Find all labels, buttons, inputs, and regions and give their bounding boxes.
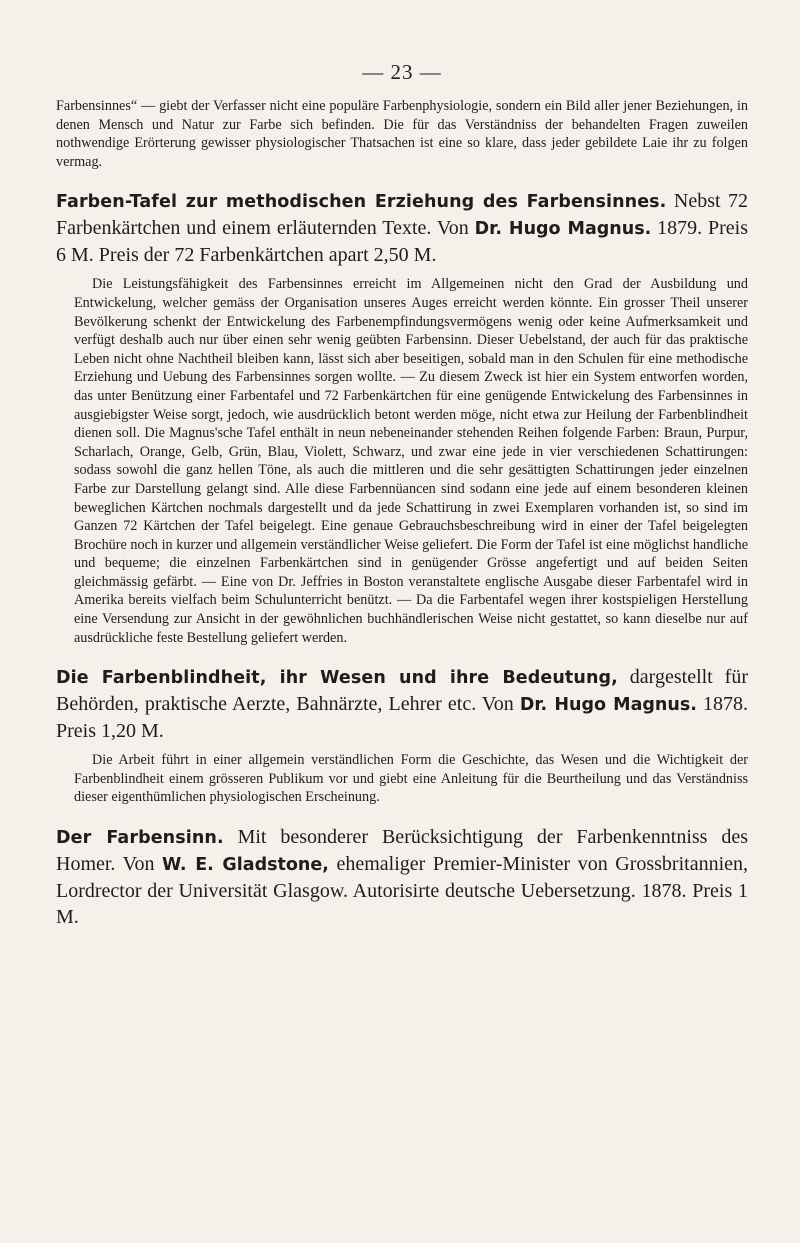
entry-author: Dr. Hugo Magnus.: [519, 695, 697, 716]
entry-heading: [56, 664, 748, 744]
entry-author: Dr. Hugo Magnus.: [474, 219, 652, 240]
entry-description: Die Arbeit führt in einer allgemein verständlichen Form die Geschichte, das Wesen und die Wichtigkeit der Farbenblindheit einem grösseren Publikum vor und giebt eine Anleitung für die Beurtheilung und das Verständniss dieser eigenthümlichen physiologischen Erscheinung.: [74, 752, 748, 806]
entry-farbenblindheit: [56, 664, 748, 807]
entry-heading: [56, 188, 748, 268]
entry-description: Die Leistungsfähigkeit des Farbensinnes erreicht im Allgemeinen nicht den Grad der Ausbildung und Entwickelung, welcher gemäss der Organisation unseres Auges erreicht werden könnte. Ein grosser Theil unserer Bevölkerung schenkt der Entwickelung des Farbenempfindungsvermögens wenig oder keine Aufmerksamkeit und verfügt deshalb auch nur über einen sehr wenig geübten Farbensinn. Dieser Uebelstand, der auch für das praktische Leben nicht ohne Nachtheil bleiben kann, lässt sich aber beseitigen, sobald man in den Schulen für eine methodische Erziehung und Uebung des Farbensinnes sorgen wollte. — Zu diesem Zweck ist hier ein System entworfen worden, das unter Benützung einer Farbentafel und 72 Farbenkärtchen für eine genügende Entwickelung des Farbensinnes in ausgiebigster Weise sorgt, jedoch, wie ausdrücklich betont werden möge, nicht etwa zur Heilung der Farbenblindheit dienen soll. Die Magnus'sche Tafel enthält in neun nebeneinander stehenden Reihen folgende Farben: Braun, Purpur, Scharlach, Orange, Gelb, Grün, Blau, Violett, Schwarz, und zwar eine jede in vier verschiedenen Schattirungen: sodass sowohl die ganz hellen Töne, als auch die mittleren und die sehr gesättigten Schattirungen jeder einzelnen Farbe zur Darstellung gelangt sind. Alle diese Farbennüancen sind sodann eine jede auf einem besonderen kleinen beweglichen Kärtchen nochmals dargestellt und da jede Schattirung in zwei Exemplaren vorhanden ist, so sind im Ganzen 72 Kärtchen der Tafel beigelegt. Eine genaue Gebrauchsbeschreibung wird in einer der Tafel beigelegten Brochüre noch in kurzer und allgemein verständlicher Weise geliefert. Die Form der Tafel ist eine möglichst handliche und bequeme; die einzelnen Farbenkärtchen sind in genügender Grösse angefertigt und auf beiden Seiten gleichmässig gefärbt. — Eine von Dr. Jeffries in Boston veranstaltete englische Ausgabe dieser Farbentafel wird in Amerika bereits vielfach beim Schulunterricht benützt. — Da die Farbentafel wegen ihrer kostspieligen Herstellung eine Versendung zur Ansicht in der gewöhnlichen buchhändlerischen Weise nicht gestattet, so kann dieselbe nur auf ausdrückliche feste Bestellung geliefert werden.: [74, 276, 748, 646]
entry-heading: [56, 824, 748, 930]
entry-farbensinn: [56, 824, 748, 930]
entry-details: 1879. Preis 6 M. Preis der 72 Farbenkärtchen apart 2,50 M.: [56, 217, 748, 267]
entry-subtitle: Mit besonderer Berücksichtigung der Farbenkenntniss des Homer. Von: [56, 826, 748, 876]
entry-farben-tafel: [56, 188, 748, 647]
page-number: — 23 —: [362, 60, 442, 84]
entry-title: Der Farbensinn.: [56, 828, 224, 849]
entry-subtitle: Nebst 72 Farbenkärtchen und einem erläuternden Texte. Von: [56, 190, 748, 240]
entry-details: 1878. Preis 1,20 M.: [56, 693, 748, 743]
entry-title: Die Farbenblindheit, ihr Wesen und ihre Bedeutung,: [56, 668, 618, 689]
entry-author: W. E. Gladstone,: [162, 855, 329, 876]
entry-subtitle: dargestellt für Behörden, praktische Aerzte, Bahnärzte, Lehrer etc. Von: [56, 666, 748, 716]
entry-details: ehemaliger Premier-Minister von Grossbritannien, Lordrector der Universität Glasgow. Autorisirte deutsche Uebersetzung. 1878. Preis 1 M.: [56, 853, 749, 929]
entry-title: Farben-Tafel zur methodischen Erziehung des Farbensinnes.: [56, 192, 667, 213]
intro-paragraph: Farbensinnes“ — giebt der Verfasser nicht eine populäre Farbenphysiologie, sondern ein Bild aller jener Beziehungen, in denen Mensch und Natur zur Farbe sich befinden. Die für das Verständniss der behandelten Fragen zuweilen nothwendige Erörterung gewisser physiologischer Thatsachen ist eine so klare, dass jeder gebildete Laie ihr zu folgen vermag.: [56, 98, 748, 170]
